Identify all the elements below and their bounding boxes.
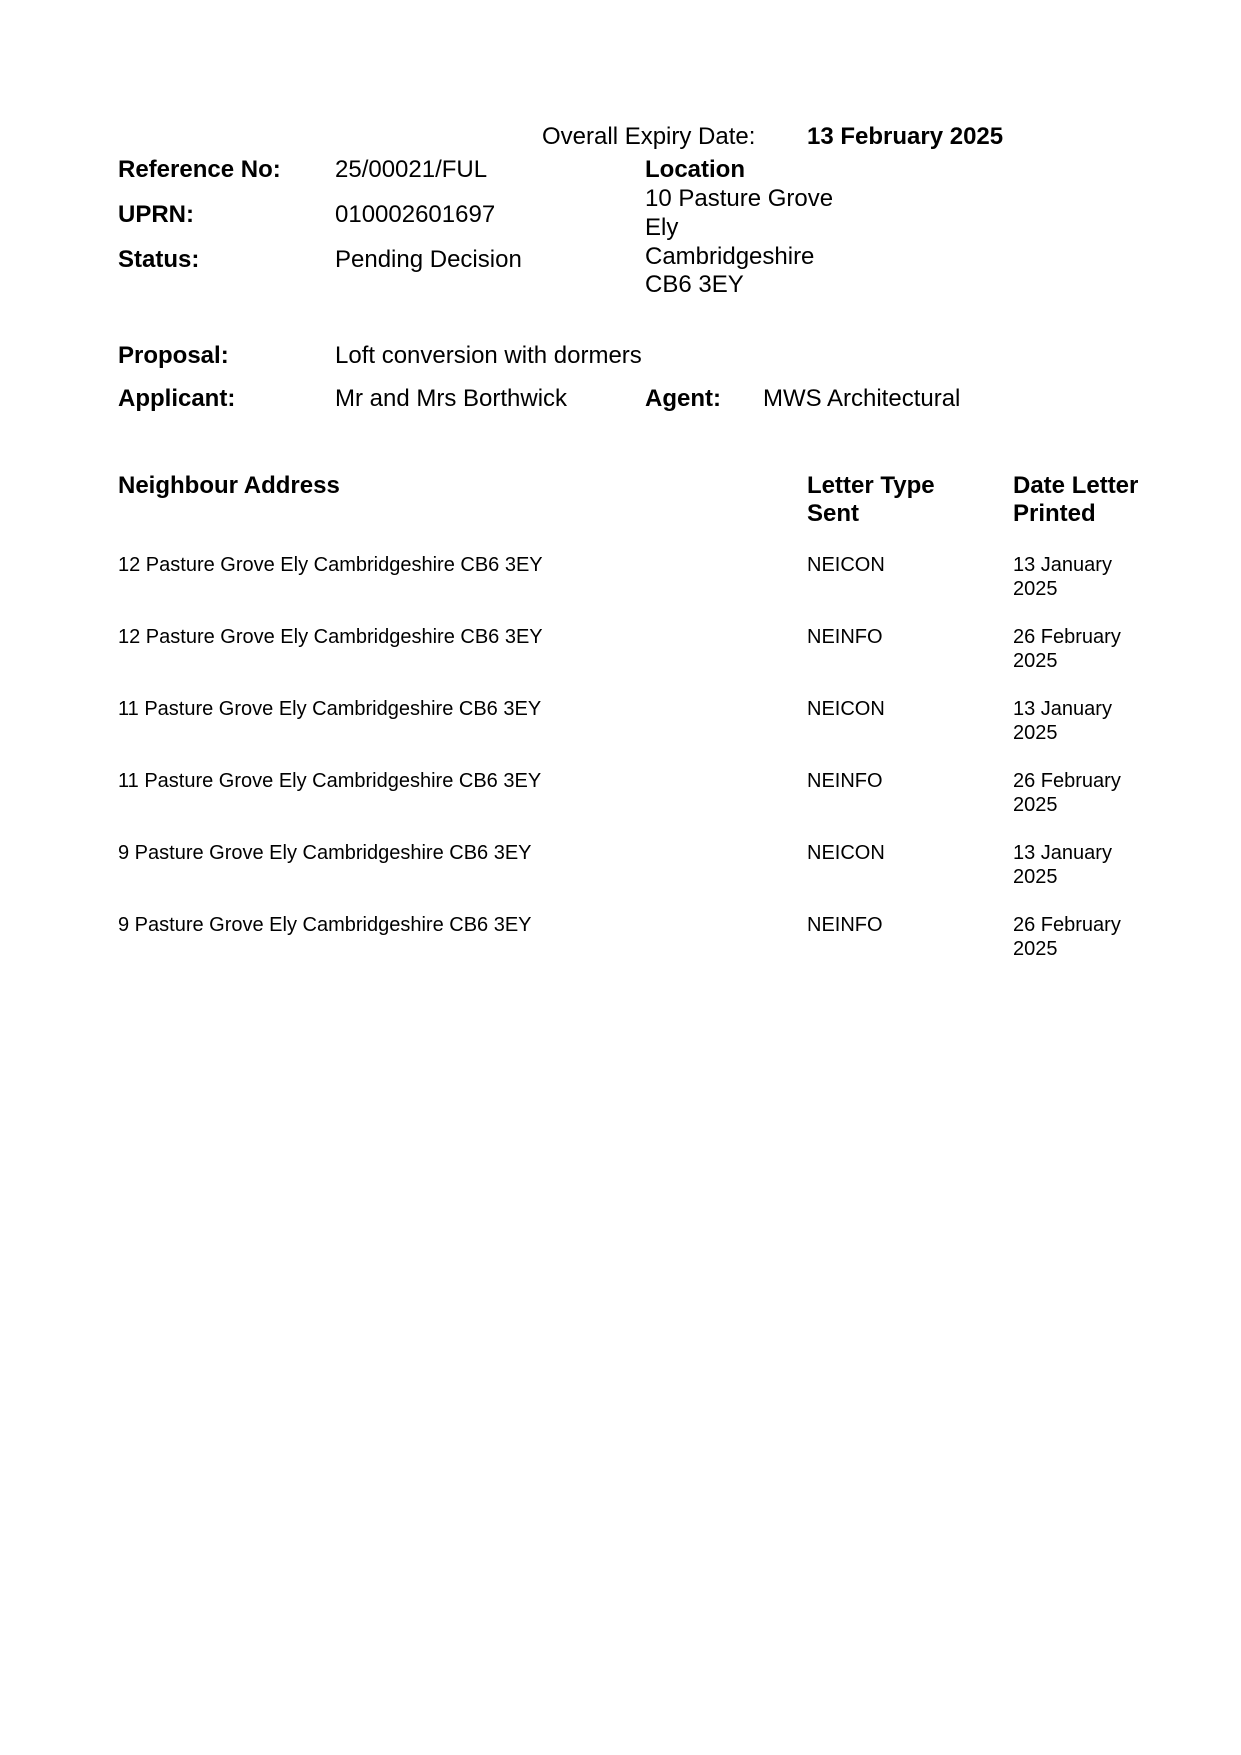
row-date — [1013, 625, 1121, 673]
location-line: Cambridgeshire — [645, 243, 815, 270]
column-header-date-line: Date Letter — [1013, 472, 1139, 499]
row-address: 12 Pasture Grove Ely Cambridgeshire CB6 3EY — [118, 626, 543, 648]
row-date-line: 13 January — [1013, 698, 1112, 720]
proposal-value: Loft conversion with dormers — [335, 342, 642, 369]
row-date-line: 2025 — [1013, 866, 1058, 888]
row-letter-type: NEICON — [807, 554, 885, 576]
row-date-line: 13 January — [1013, 842, 1112, 864]
row-address: 11 Pasture Grove Ely Cambridgeshire CB6 3EY — [118, 698, 542, 720]
row-date-line: 2025 — [1013, 650, 1058, 672]
row-date-line: 26 February — [1013, 770, 1121, 792]
row-address: 11 Pasture Grove Ely Cambridgeshire CB6 3EY — [118, 770, 542, 792]
agent-value: MWS Architectural — [763, 385, 961, 412]
status-label: Status: — [118, 246, 200, 273]
column-header-letter-type-line: Letter Type — [807, 472, 935, 499]
row-date-line: 26 February — [1013, 914, 1121, 936]
row-date-line: 2025 — [1013, 938, 1058, 960]
location-line: Ely — [645, 214, 679, 241]
location-label: Location — [645, 156, 745, 183]
location-line: 10 Pasture Grove — [645, 185, 834, 212]
row-date — [1013, 841, 1112, 889]
row-date-line: 2025 — [1013, 794, 1058, 816]
uprn-label: UPRN: — [118, 201, 194, 228]
row-date — [1013, 913, 1121, 961]
row-date-line: 26 February — [1013, 626, 1121, 648]
row-date-line: 13 January — [1013, 554, 1112, 576]
column-header-date-line: Printed — [1013, 500, 1096, 527]
row-address: 9 Pasture Grove Ely Cambridgeshire CB6 3EY — [118, 842, 532, 864]
status-value: Pending Decision — [335, 246, 522, 273]
row-letter-type: NEINFO — [807, 770, 883, 792]
column-header-address: Neighbour Address — [118, 472, 340, 499]
row-letter-type: NEINFO — [807, 914, 883, 936]
row-date — [1013, 769, 1121, 817]
row-address: 9 Pasture Grove Ely Cambridgeshire CB6 3EY — [118, 914, 532, 936]
column-header-letter-type — [807, 472, 935, 528]
agent-label: Agent: — [645, 385, 721, 412]
row-address: 12 Pasture Grove Ely Cambridgeshire CB6 3EY — [118, 554, 543, 576]
reference-label: Reference No: — [118, 156, 281, 183]
column-header-letter-type-line: Sent — [807, 500, 860, 527]
row-letter-type: NEINFO — [807, 626, 883, 648]
row-date-line: 2025 — [1013, 722, 1058, 744]
reference-value: 25/00021/FUL — [335, 156, 488, 183]
applicant-value: Mr and Mrs Borthwick — [335, 385, 568, 412]
proposal-label: Proposal: — [118, 342, 229, 369]
uprn-value: 010002601697 — [335, 201, 496, 228]
expiry-value: 13 February 2025 — [807, 123, 1004, 150]
row-letter-type: NEICON — [807, 842, 885, 864]
column-header-date-printed — [1013, 472, 1138, 528]
expiry-label: Overall Expiry Date: — [542, 123, 756, 150]
applicant-label: Applicant: — [118, 385, 236, 412]
row-date-line: 2025 — [1013, 578, 1058, 600]
location-line: CB6 3EY — [645, 271, 744, 298]
row-letter-type: NEICON — [807, 698, 885, 720]
row-date — [1013, 553, 1112, 601]
row-date — [1013, 697, 1112, 745]
